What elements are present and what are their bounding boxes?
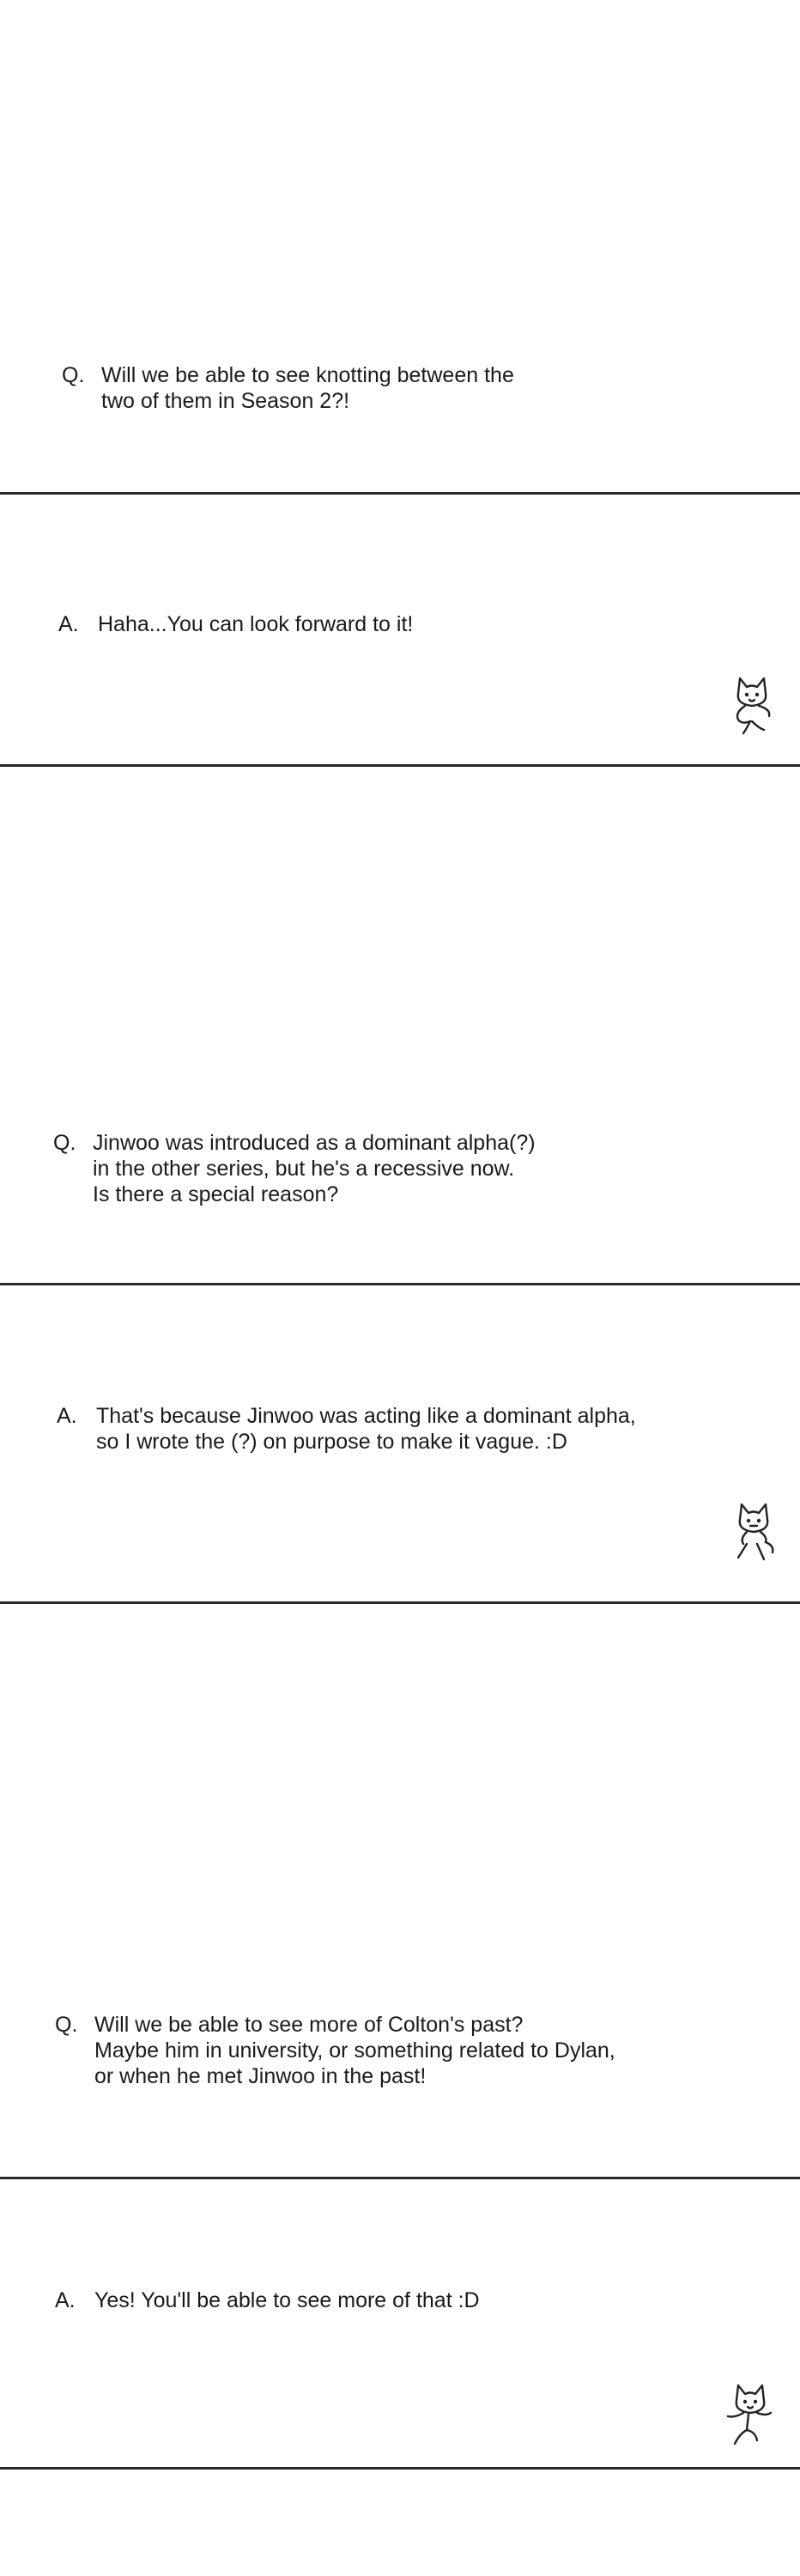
question-line: Is there a special reason? [93, 1182, 339, 1206]
question-1 [62, 362, 514, 414]
cat-doodle-icon [726, 668, 778, 737]
answer-line: That's because Jinwoo was acting like a dominant alpha, [96, 1404, 636, 1428]
divider [0, 764, 800, 767]
question-line: or when he met Jinwoo in the past! [94, 2064, 427, 2088]
question-2 [53, 1130, 536, 1207]
question-line: Will we be able to see knotting between the [101, 363, 514, 387]
divider [0, 492, 800, 495]
question-line: Will we be able to see more of Colton's past? [94, 2013, 524, 2037]
cat-doodle-icon [723, 2379, 774, 2447]
answer-1 [58, 611, 413, 637]
answer-line: Haha...You can look forward to it! [98, 612, 414, 636]
answer-2 [57, 1403, 636, 1455]
question-line: two of them in Season 2?! [101, 389, 350, 413]
divider [0, 2177, 800, 2179]
divider [0, 2467, 800, 2470]
question-line: in the other series, but he's a recessive now. [93, 1157, 515, 1181]
question-prefix: Q. [55, 2013, 78, 2037]
divider [0, 1283, 800, 1285]
question-prefix: Q. [53, 1131, 76, 1155]
answer-3 [55, 2287, 480, 2313]
answer-prefix: A. [58, 612, 79, 636]
answer-line: Yes! You'll be able to see more of that :D [94, 2288, 480, 2312]
answer-line: so I wrote the (?) on purpose to make it vague. :D [96, 1430, 567, 1454]
cat-doodle-icon [728, 1496, 779, 1564]
question-prefix: Q. [62, 363, 85, 387]
answer-prefix: A. [55, 2288, 76, 2312]
question-line: Maybe him in university, or something related to Dylan, [94, 2038, 615, 2063]
divider [0, 1601, 800, 1604]
question-line: Jinwoo was introduced as a dominant alpha(?) [93, 1131, 536, 1155]
question-3 [55, 2012, 615, 2089]
answer-prefix: A. [57, 1404, 77, 1428]
